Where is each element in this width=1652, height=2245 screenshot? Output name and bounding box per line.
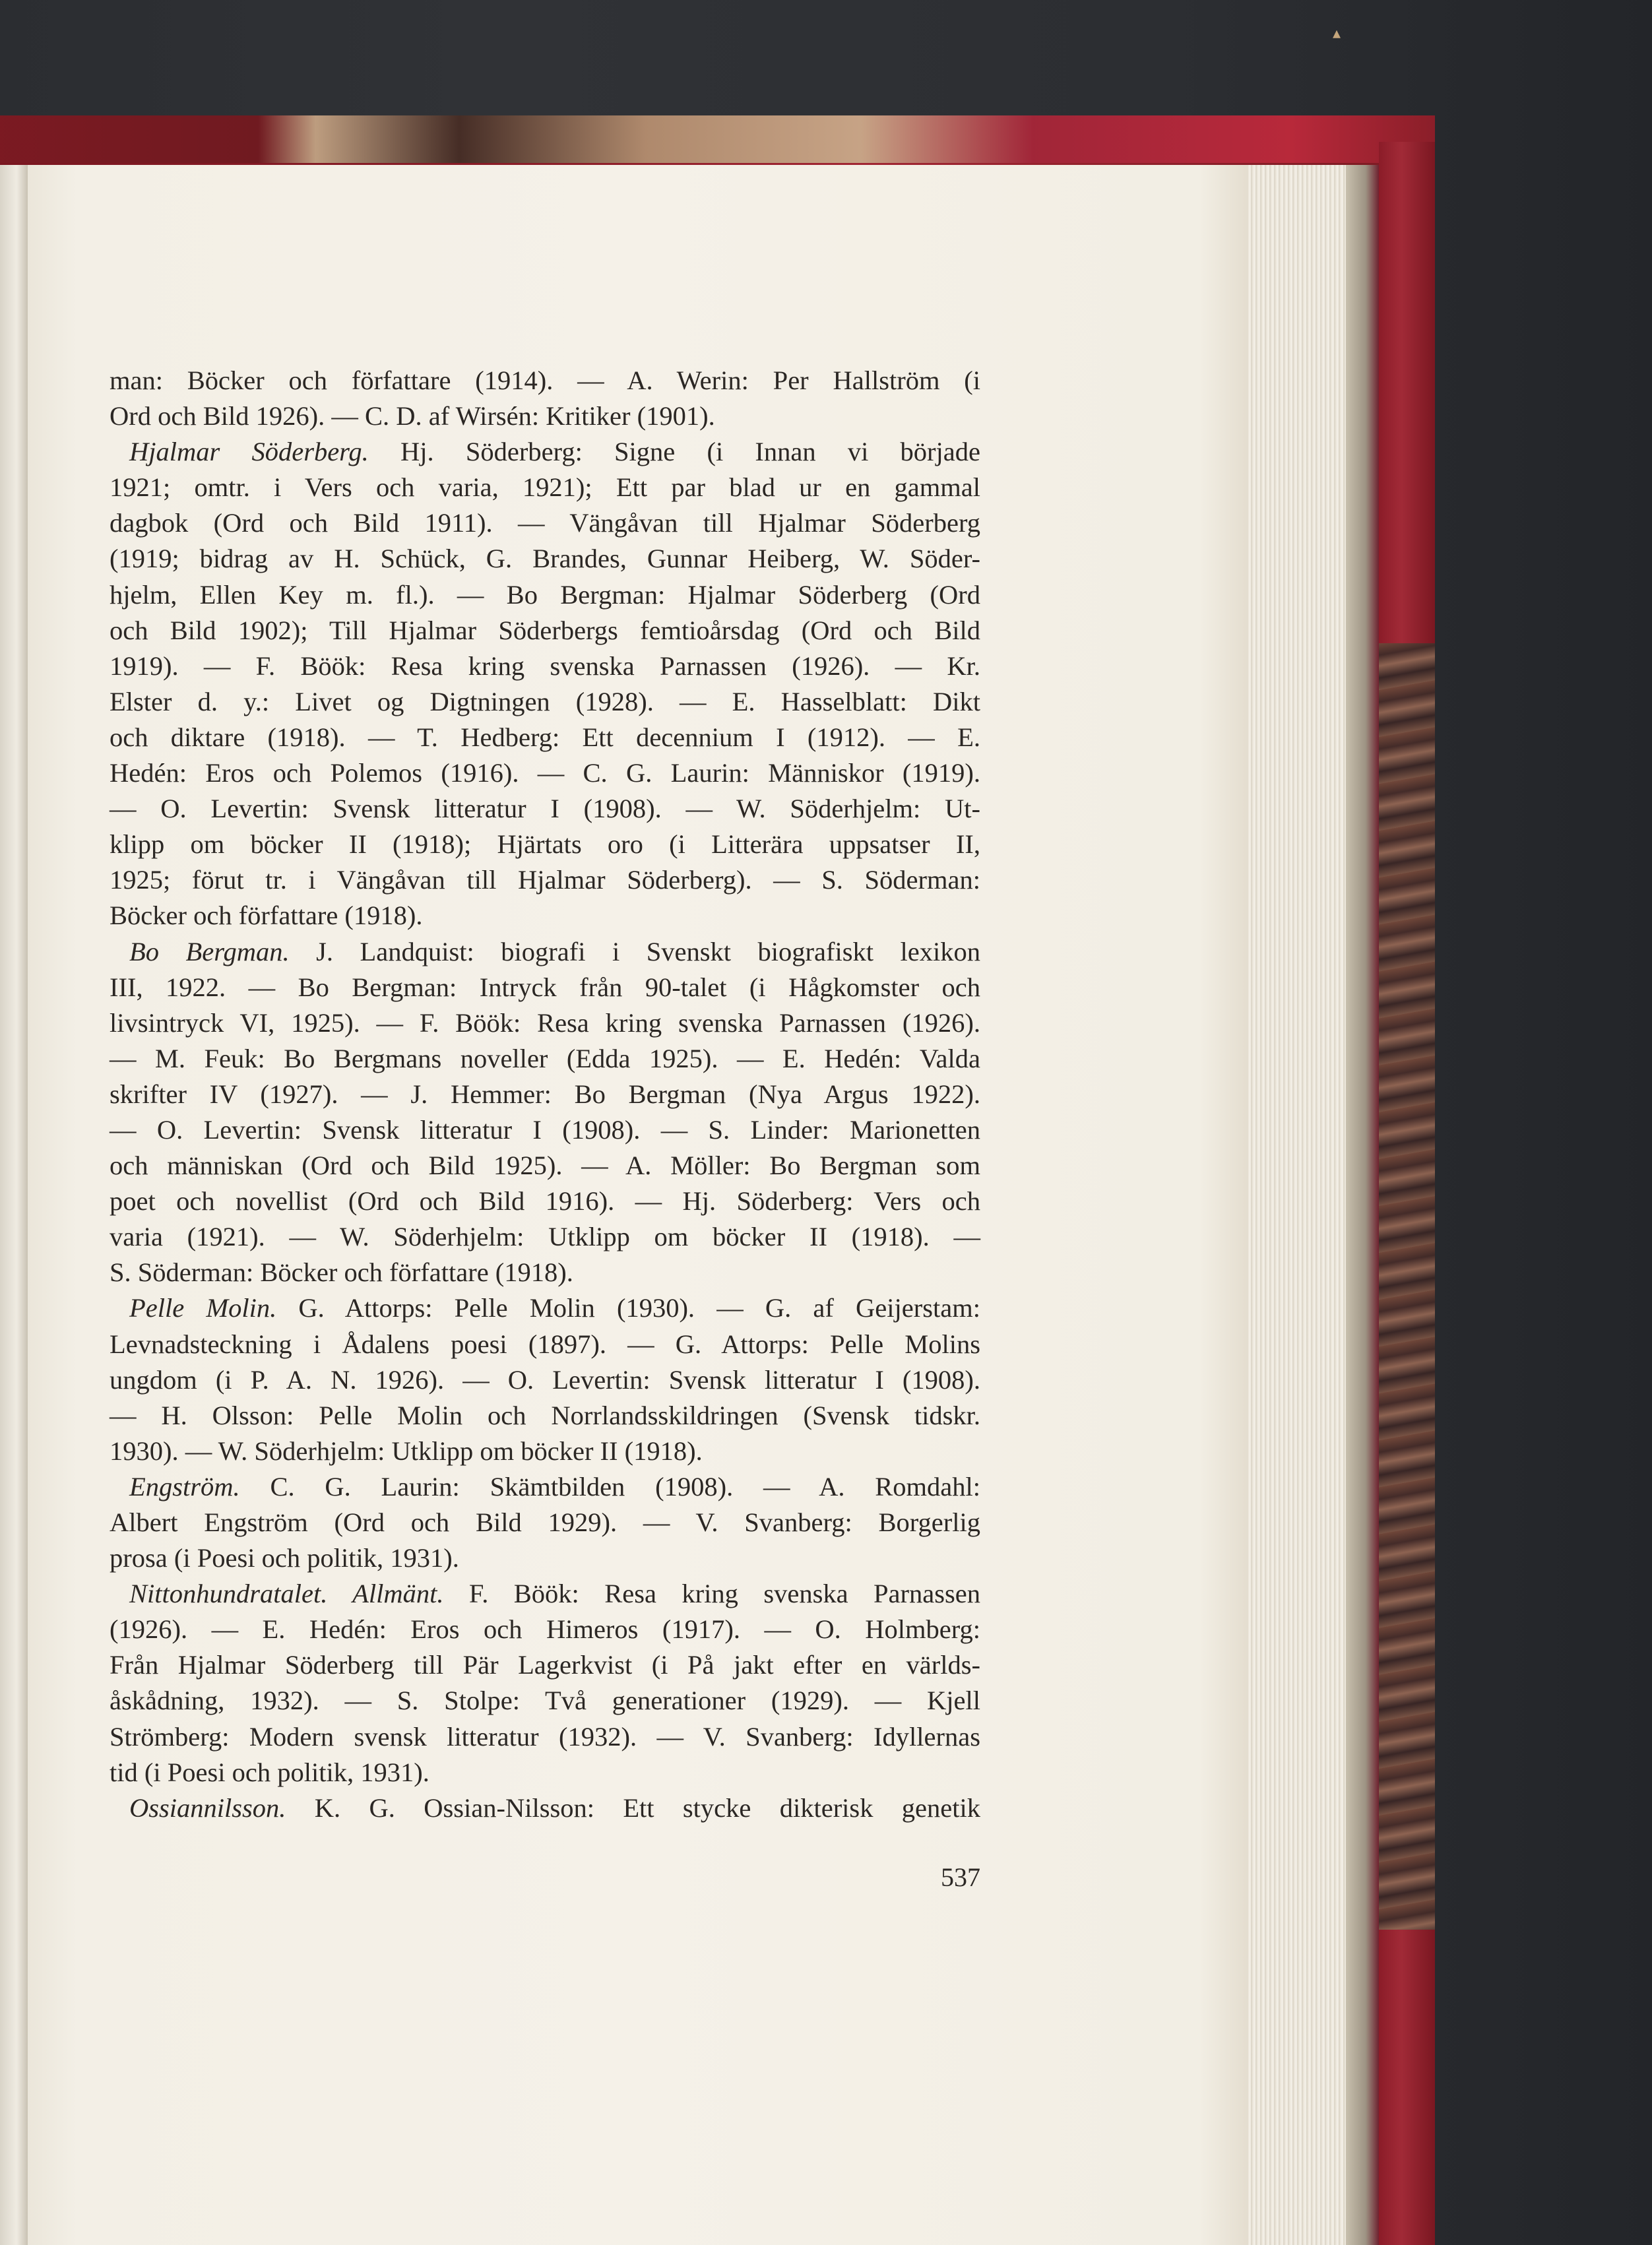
text-line <box>110 1005 980 1041</box>
line-text: dagbok (Ord och Bild 1911). — Vängåvan till Hjalmar Söderberg <box>110 508 980 538</box>
line-text: Albert Engström (Ord och Bild 1929). — V. Svanberg: Borgerlig <box>110 1507 980 1537</box>
line-text: prosa (i Poesi och politik, 1931). <box>110 1543 459 1573</box>
line-text: — H. Olsson: Pelle Molin och Norrlandsskildringen (Svensk tidskr. <box>110 1400 980 1430</box>
text-line <box>110 1112 980 1148</box>
line-text: — O. Levertin: Svensk litteratur I (1908). — S. Linder: Marionetten <box>110 1114 980 1145</box>
line-text: poet och novellist (Ord och Bild 1916). — Hj. Söderberg: Vers och <box>110 1186 980 1217</box>
author-heading: Ossiannilsson. <box>129 1792 286 1823</box>
facing-page-edge <box>0 165 28 2245</box>
line-text: Hj. Söderberg: Signe (i Innan vi började <box>368 437 980 467</box>
line-text: (1919; bidrag av H. Schück, G. Brandes, Gunnar Heiberg, W. Söder- <box>110 544 980 574</box>
text-line <box>110 1148 980 1184</box>
text-line <box>110 1612 980 1647</box>
author-heading: Engström. <box>129 1471 240 1502</box>
book-cover-top-edge <box>0 115 1435 163</box>
marbled-edge <box>1379 643 1435 1930</box>
entry-heading-line <box>110 1576 980 1612</box>
line-text: klipp om böcker II (1918); Hjärtats oro (i Litterära uppsatser II, <box>110 829 980 860</box>
line-text: livsintryck VI, 1925). — F. Böök: Resa kring svenska Parnassen (1926). <box>110 1007 980 1038</box>
author-heading: Pelle Molin. <box>129 1293 277 1323</box>
text-line <box>110 541 980 577</box>
line-text: man: Böcker och författare (1914). — A. Werin: Per Hallström (i <box>110 365 980 395</box>
text-line <box>110 648 980 684</box>
text-line <box>110 1398 980 1434</box>
entry-heading-line <box>110 1790 980 1826</box>
line-text: C. G. Laurin: Skämtbilden (1908). — A. Romdahl: <box>239 1471 980 1502</box>
author-heading: Nittonhundratalet. Allmänt. <box>129 1579 444 1609</box>
entry-heading-line <box>110 1290 980 1326</box>
line-text: 1930). — W. Söderhjelm: Utklipp om böcker II (1918). <box>110 1436 703 1466</box>
line-text: och människan (Ord och Bild 1925). — A. Möller: Bo Bergman som <box>110 1151 980 1181</box>
text-line <box>110 898 980 933</box>
line-text: skrifter IV (1927). — J. Hemmer: Bo Bergman (Nya Argus 1922). <box>110 1079 980 1109</box>
text-line <box>110 755 980 791</box>
page-body-text <box>110 363 980 1826</box>
text-line <box>110 1647 980 1683</box>
line-text: 1919). — F. Böök: Resa kring svenska Parnassen (1926). — Kr. <box>110 650 980 681</box>
text-line <box>110 613 980 648</box>
line-text: ungdom (i P. A. N. 1926). — O. Levertin: Svensk litteratur I (1908). <box>110 1364 980 1395</box>
text-line <box>110 1434 980 1469</box>
text-line <box>110 1327 980 1362</box>
dust-mark: ▴ <box>1333 24 1341 42</box>
line-text: Hedén: Eros och Polemos (1916). — C. G. Laurin: Människor (1919). <box>110 758 980 788</box>
text-line <box>110 1077 980 1112</box>
text-line <box>110 862 980 898</box>
line-text: F. Böök: Resa kring svenska Parnassen <box>443 1579 980 1609</box>
page-number: 537 <box>941 1862 980 1892</box>
text-line <box>110 1219 980 1255</box>
line-text: (1926). — E. Hedén: Eros och Himeros (1917). — O. Holmberg: <box>110 1614 980 1645</box>
book-cover-right-edge <box>1379 142 1435 2245</box>
line-text: Från Hjalmar Söderberg till Pär Lagerkvist (i På jakt efter en världs- <box>110 1650 980 1680</box>
text-line <box>110 1362 980 1398</box>
line-text: — O. Levertin: Svensk litteratur I (1908). — W. Söderhjelm: Ut- <box>110 794 980 824</box>
line-text: och Bild 1902); Till Hjalmar Söderbergs femtioårsdag (Ord och Bild <box>110 615 980 645</box>
author-heading: Hjalmar Söderberg. <box>129 437 369 467</box>
text-line <box>110 505 980 541</box>
line-text: III, 1922. — Bo Bergman: Intryck från 90-talet (i Hågkomster och <box>110 972 980 1002</box>
text-line <box>110 1683 980 1719</box>
line-text: Ord och Bild 1926). — C. D. af Wirsén: Kritiker (1901). <box>110 401 715 431</box>
line-text: 1921; omtr. i Vers och varia, 1921); Ett par blad ur en gammal <box>110 472 980 503</box>
text-line <box>110 1719 980 1755</box>
line-text: G. Attorps: Pelle Molin (1930). — G. af Geijerstam: <box>276 1293 980 1323</box>
line-text: J. Landquist: biografi i Svenskt biografiskt lexikon <box>289 936 980 966</box>
entry-heading-line <box>110 434 980 470</box>
line-text: 1925; förut tr. i Vängåvan till Hjalmar Söderberg). — S. Söderman: <box>110 865 980 895</box>
text-line <box>110 363 980 398</box>
text-line <box>110 720 980 755</box>
line-text: och diktare (1918). — T. Hedberg: Ett decennium I (1912). — E. <box>110 722 980 752</box>
author-heading: Bo Bergman. <box>129 936 290 966</box>
line-text: Böcker och författare (1918). <box>110 901 423 931</box>
text-line <box>110 577 980 613</box>
entry-heading-line <box>110 934 980 970</box>
line-text: Strömberg: Modern svensk litteratur (1932). — V. Svanberg: Idyllernas <box>110 1721 980 1752</box>
line-text: tid (i Poesi och politik, 1931). <box>110 1757 429 1787</box>
text-line <box>110 1505 980 1540</box>
text-line <box>110 684 980 720</box>
line-text: varia (1921). — W. Söderhjelm: Utklipp om böcker II (1918). — <box>110 1222 980 1252</box>
page-stack-shadow <box>1346 165 1379 2245</box>
entry-heading-line <box>110 1469 980 1505</box>
line-text: Levnadsteckning i Ådalens poesi (1897). — G. Attorps: Pelle Molins <box>110 1329 980 1359</box>
line-text: åskådning, 1932). — S. Stolpe: Två generationer (1929). — Kjell <box>110 1686 980 1716</box>
text-line <box>110 827 980 862</box>
text-line <box>110 970 980 1005</box>
text-line <box>110 1041 980 1077</box>
text-line <box>110 791 980 827</box>
line-text: Elster d. y.: Livet og Digtningen (1928). — E. Hasselblatt: Dikt <box>110 686 980 716</box>
line-text: S. Söderman: Böcker och författare (1918). <box>110 1257 573 1288</box>
text-line <box>110 1184 980 1219</box>
line-text: hjelm, Ellen Key m. fl.). — Bo Bergman: Hjalmar Söderberg (Ord <box>110 579 980 610</box>
line-text: — M. Feuk: Bo Bergmans noveller (Edda 1925). — E. Hedén: Valda <box>110 1043 980 1073</box>
text-line <box>110 1755 980 1790</box>
line-text: K. G. Ossian-Nilsson: Ett stycke dikterisk genetik <box>286 1792 980 1823</box>
text-line <box>110 1255 980 1290</box>
text-line <box>110 1540 980 1576</box>
text-line <box>110 398 980 434</box>
text-line <box>110 470 980 505</box>
